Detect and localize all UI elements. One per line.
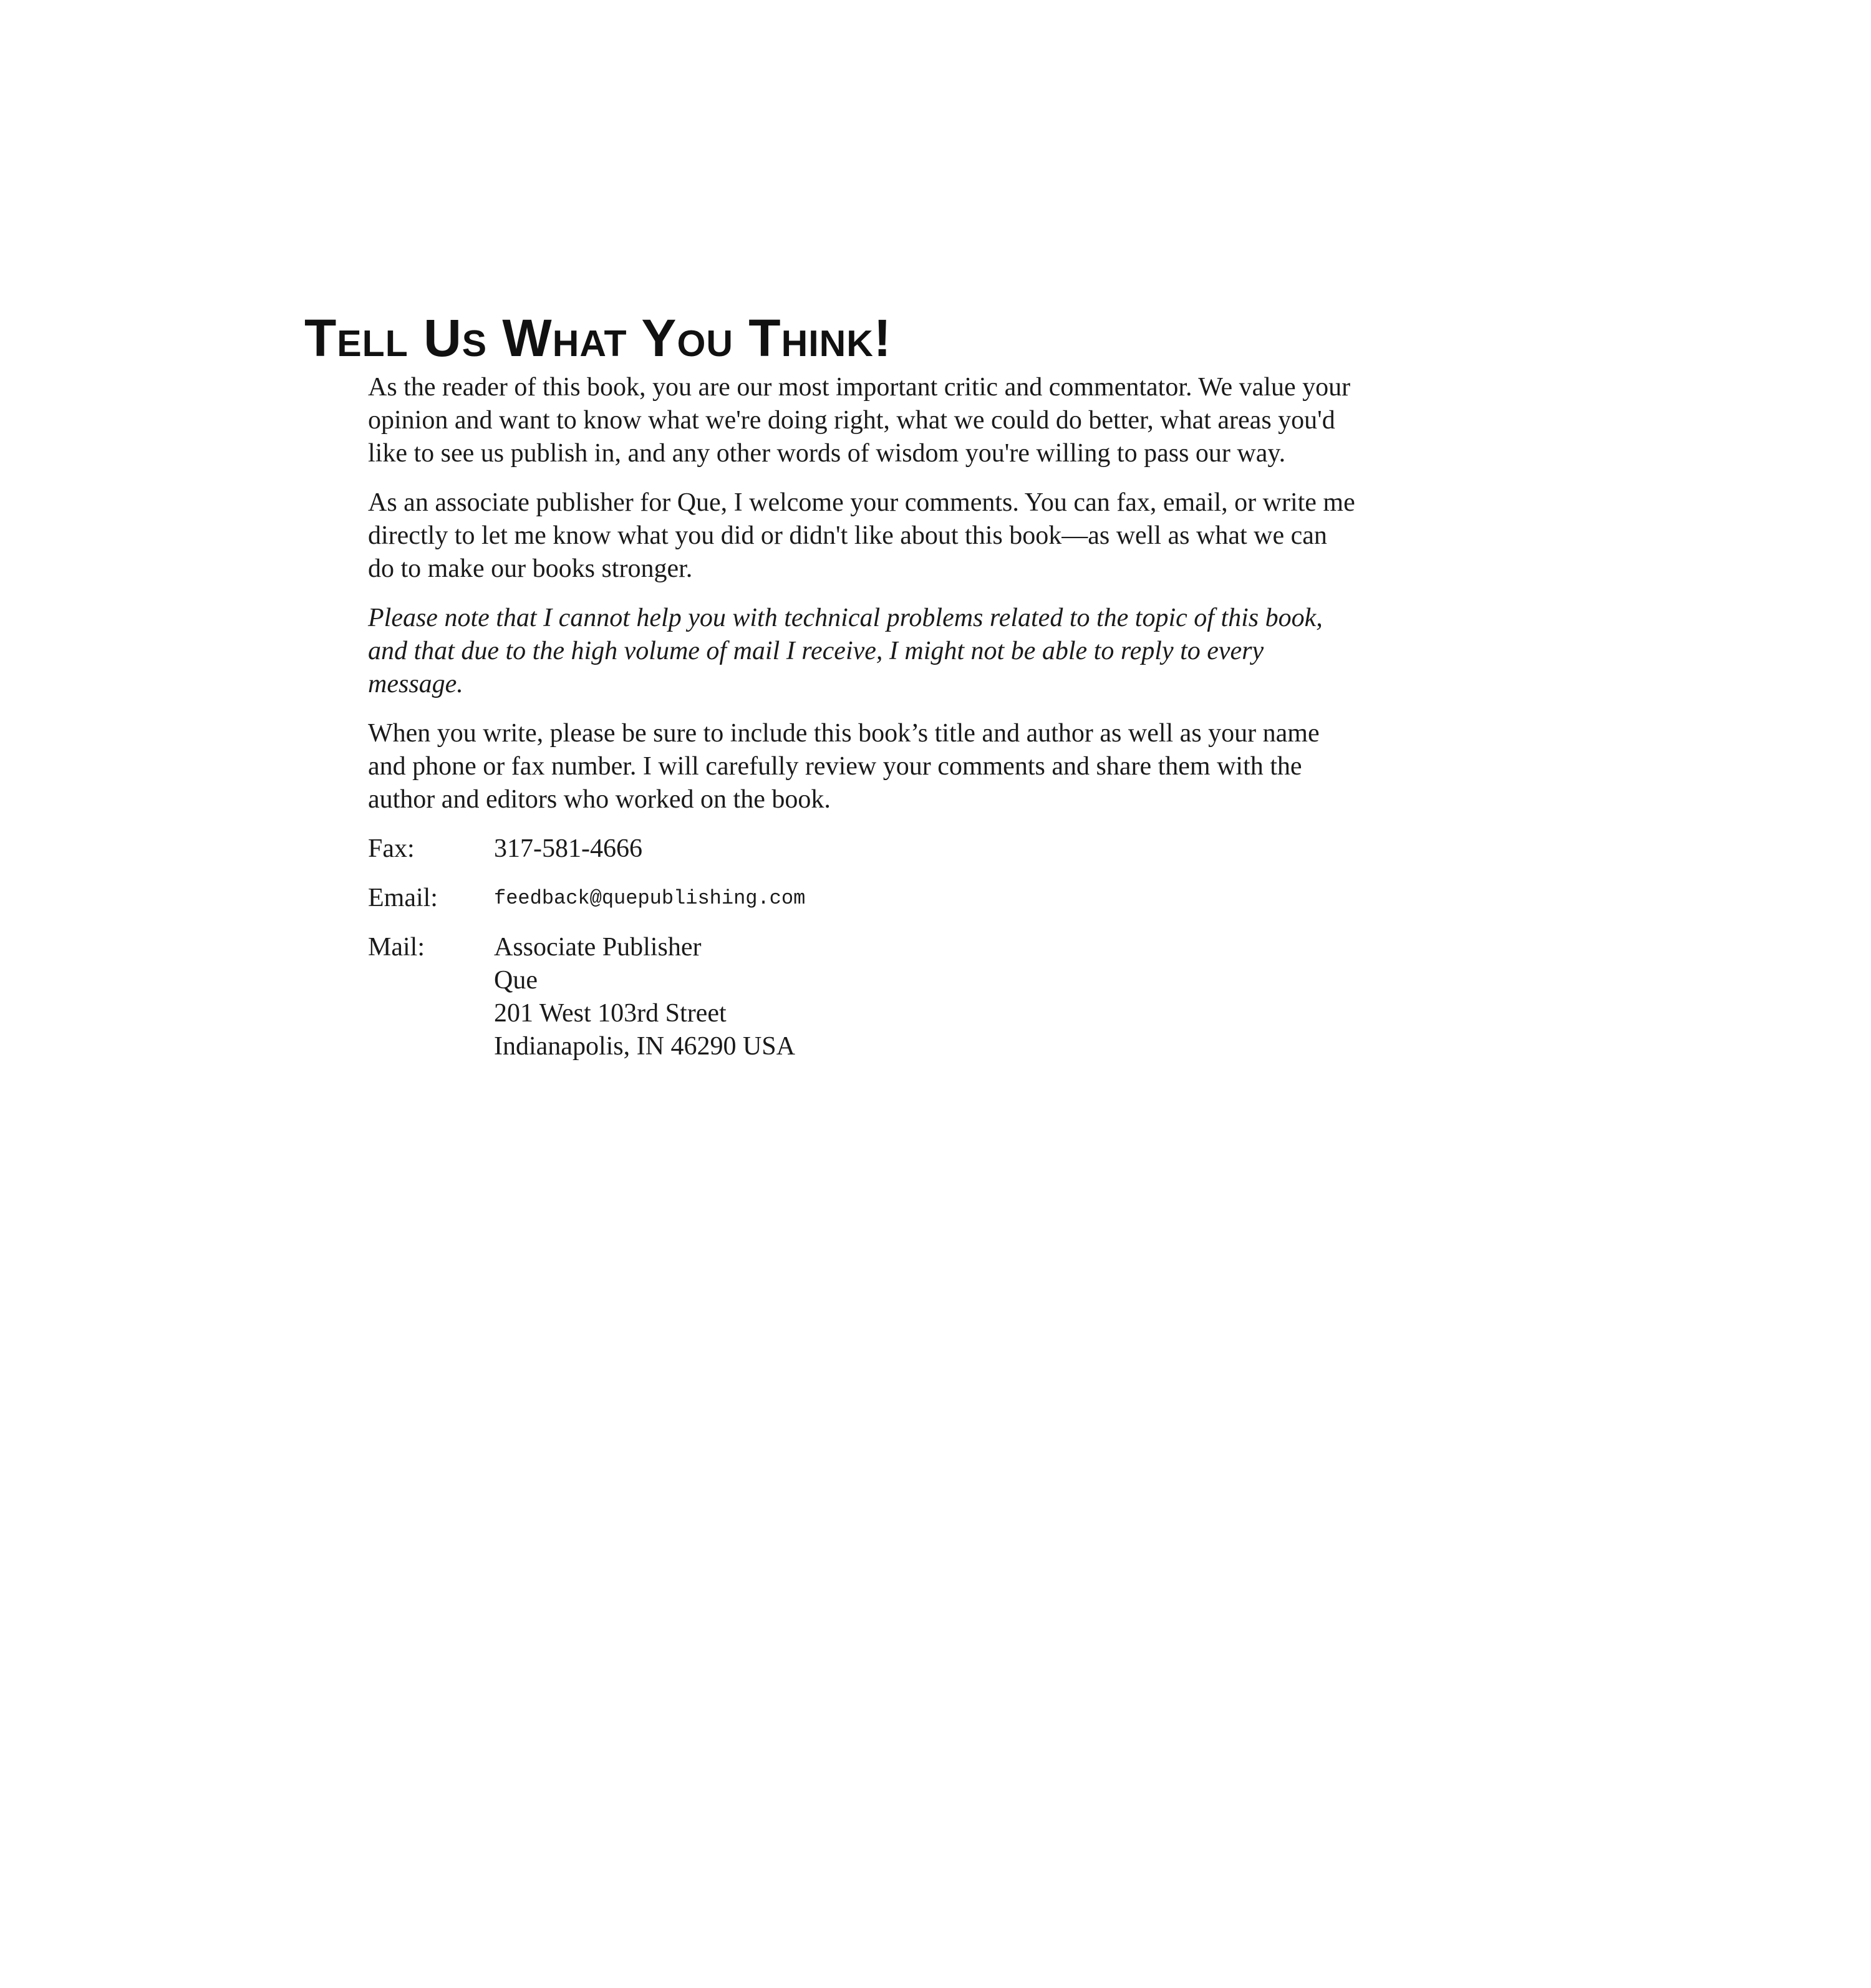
address-line-street: 201 West 103rd Street: [494, 999, 727, 1028]
mailing-address: [494, 931, 795, 1063]
fax-label: Fax:: [368, 834, 415, 863]
address-line-city: Indianapolis, IN 46290 USA: [494, 1032, 795, 1061]
email-label: Email:: [368, 884, 438, 912]
body-text: [368, 371, 1360, 1079]
mail-label: Mail:: [368, 933, 425, 962]
contact-info: [368, 832, 1360, 1063]
mail-row: [368, 931, 1360, 1063]
instructions-paragraph: When you write, please be sure to include this book’s title and author as well as your name and phone or fax number. I will carefully review your comments and share them with the author and editors who worked on the book.: [368, 719, 1320, 814]
fax-number: 317-581-4666: [494, 834, 642, 863]
address-line-company: Que: [494, 966, 538, 995]
address-line-recipient: Associate Publisher: [494, 933, 702, 962]
email-address: feedback@quepublishing.com: [494, 887, 806, 910]
intro-paragraph: As the reader of this book, you are our most important critic and commentator. We value your opinion and want to know what we're doing right, what we could do better, what areas you'd like to see us publish in, and any other words of wisdom you're willing to pass our way.: [368, 373, 1351, 468]
email-row: [368, 882, 1360, 915]
fax-row: [368, 832, 1360, 866]
publisher-note-paragraph: As an associate publisher for Que, I welcome your comments. You can fax, email, or write me directly to let me know what you did or didn't like about this book—as well as what we can do to make our books stronger.: [368, 488, 1355, 583]
page-title: Tell Us What You Think!: [304, 309, 892, 367]
disclaimer-paragraph: Please note that I cannot help you with technical problems related to the topic of this book, and that due to the high volume of mail I receive, I might not be able to reply to every message.: [368, 604, 1323, 698]
